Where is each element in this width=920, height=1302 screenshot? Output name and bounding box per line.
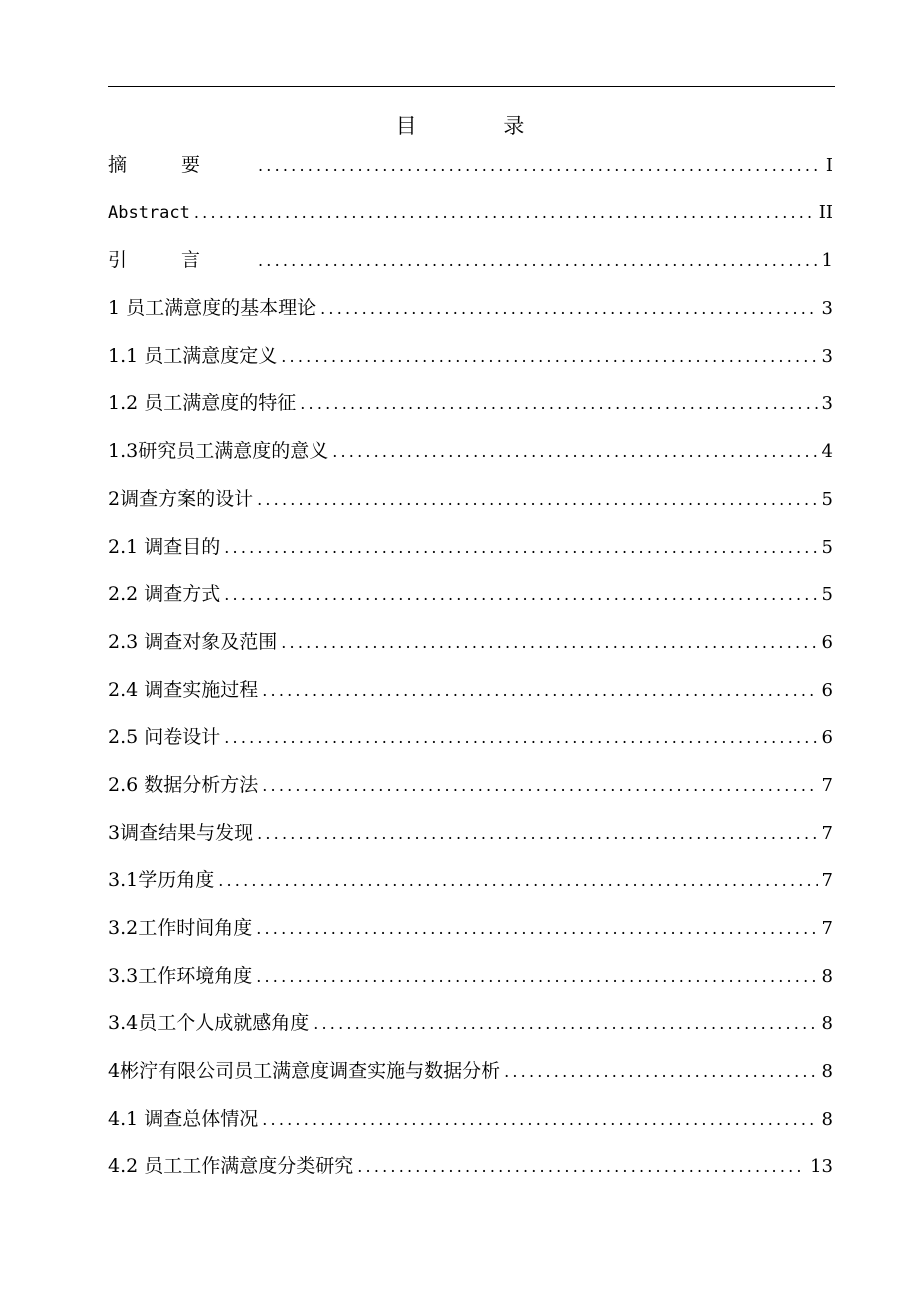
toc-entry-label: Abstract bbox=[108, 202, 190, 223]
toc-entry-page: 8 bbox=[821, 1013, 833, 1035]
toc-entry-label: 引言 bbox=[108, 249, 255, 272]
toc-entry-abstract-en[interactable] bbox=[108, 198, 833, 246]
toc-entry-page: 7 bbox=[821, 870, 833, 892]
toc-entry-page: 5 bbox=[821, 584, 833, 606]
dot-leader bbox=[257, 819, 817, 849]
dot-leader bbox=[256, 914, 817, 944]
toc-entry-section-2-5[interactable] bbox=[108, 722, 833, 770]
toc-entry-label: 3.3工作环境角度 bbox=[108, 964, 253, 987]
toc-entry-section-2-6[interactable] bbox=[108, 770, 833, 818]
toc-entry-section-1-1[interactable] bbox=[108, 341, 833, 389]
toc-entry-page: 6 bbox=[821, 631, 833, 653]
dot-leader bbox=[332, 437, 817, 467]
toc-entry-abstract-cn[interactable] bbox=[108, 150, 833, 198]
toc-title: 目 录 bbox=[395, 114, 565, 138]
toc-entry-page: 3 bbox=[821, 393, 833, 415]
toc-entry-introduction[interactable] bbox=[108, 245, 833, 293]
toc-entry-label: 3.4员工个人成就感角度 bbox=[108, 1012, 310, 1035]
toc-entry-label: 3.2工作时间角度 bbox=[108, 917, 253, 939]
dot-leader bbox=[224, 533, 817, 563]
toc-entry-label: 3调查结果与发现 bbox=[108, 821, 254, 844]
dot-leader bbox=[256, 962, 817, 992]
toc-entry-section-4-1[interactable] bbox=[108, 1104, 833, 1152]
table-of-contents bbox=[108, 150, 833, 1199]
toc-entry-section-2-2[interactable] bbox=[108, 579, 833, 627]
toc-entry-label: 3.1学历角度 bbox=[108, 869, 215, 892]
dot-leader bbox=[258, 246, 818, 276]
toc-entry-chapter-2[interactable] bbox=[108, 484, 833, 532]
toc-entry-label: 2.6 数据分析方法 bbox=[108, 773, 259, 796]
toc-entry-label: 2.1 调查目的 bbox=[108, 535, 221, 558]
toc-entry-section-3-4[interactable] bbox=[108, 1008, 833, 1056]
dot-leader bbox=[224, 580, 817, 610]
toc-entry-page: 8 bbox=[821, 1061, 833, 1083]
toc-entry-label: 2.4 调查实施过程 bbox=[108, 678, 259, 701]
toc-entry-page: 3 bbox=[821, 298, 833, 320]
dot-leader bbox=[320, 294, 817, 324]
dot-leader bbox=[257, 485, 817, 515]
dot-leader bbox=[194, 198, 815, 228]
toc-entry-section-2-1[interactable] bbox=[108, 532, 833, 580]
toc-entry-section-1-2[interactable] bbox=[108, 388, 833, 436]
toc-entry-page: 6 bbox=[821, 727, 833, 749]
toc-entry-label: 1.3研究员工满意度的意义 bbox=[108, 440, 329, 463]
toc-entry-page: 7 bbox=[821, 918, 833, 939]
dot-leader bbox=[357, 1152, 806, 1182]
toc-entry-section-2-3[interactable] bbox=[108, 627, 833, 675]
toc-entry-label: 1.2 员工满意度的特征 bbox=[108, 392, 297, 415]
toc-entry-section-3-3[interactable] bbox=[108, 961, 833, 1009]
dot-leader bbox=[281, 628, 817, 658]
toc-entry-page: 8 bbox=[821, 1108, 833, 1130]
toc-entry-label: 2.3 调查对象及范围 bbox=[108, 630, 278, 653]
toc-entry-chapter-1[interactable] bbox=[108, 293, 833, 341]
toc-entry-page: 5 bbox=[821, 536, 833, 558]
toc-entry-label: 2.2 调查方式 bbox=[108, 583, 221, 606]
dot-leader bbox=[262, 1105, 817, 1135]
dot-leader bbox=[224, 723, 817, 753]
toc-entry-label: 2调查方案的设计 bbox=[108, 487, 254, 510]
toc-entry-label: 4彬泞有限公司员工满意度调查实施与数据分析 bbox=[108, 1060, 501, 1083]
header-rule bbox=[108, 86, 835, 87]
toc-entry-section-3-2[interactable] bbox=[108, 913, 833, 961]
toc-entry-page: II bbox=[818, 201, 833, 223]
toc-entry-chapter-3[interactable] bbox=[108, 818, 833, 866]
dot-leader bbox=[262, 676, 817, 706]
toc-entry-chapter-4[interactable] bbox=[108, 1056, 833, 1104]
toc-entry-label: 4.2 员工工作满意度分类研究 bbox=[108, 1155, 354, 1178]
toc-entry-label: 2.5 问卷设计 bbox=[108, 726, 221, 749]
toc-entry-page: 5 bbox=[821, 488, 833, 510]
dot-leader bbox=[300, 389, 817, 419]
toc-entry-page: 6 bbox=[821, 679, 833, 701]
dot-leader bbox=[504, 1057, 817, 1087]
toc-entry-section-4-2[interactable] bbox=[108, 1151, 833, 1199]
toc-entry-section-2-4[interactable] bbox=[108, 675, 833, 723]
toc-entry-section-1-3[interactable] bbox=[108, 436, 833, 484]
toc-entry-label: 1 员工满意度的基本理论 bbox=[108, 297, 317, 320]
toc-entry-page: 8 bbox=[821, 965, 833, 987]
dot-leader bbox=[258, 151, 822, 181]
toc-entry-page: I bbox=[825, 155, 833, 176]
toc-entry-page: 3 bbox=[821, 345, 833, 367]
toc-entry-label: 1.1 员工满意度定义 bbox=[108, 344, 278, 367]
toc-entry-page: 13 bbox=[810, 1156, 833, 1178]
toc-entry-page: 4 bbox=[821, 441, 833, 463]
toc-entry-page: 7 bbox=[821, 822, 833, 844]
dot-leader bbox=[218, 866, 817, 896]
toc-entry-page: 1 bbox=[821, 250, 833, 272]
toc-entry-section-3-1[interactable] bbox=[108, 865, 833, 913]
dot-leader bbox=[281, 342, 817, 372]
dot-leader bbox=[262, 771, 817, 801]
dot-leader bbox=[313, 1009, 817, 1039]
toc-entry-label: 4.1 调查总体情况 bbox=[108, 1107, 259, 1130]
toc-entry-label: 摘要 bbox=[108, 154, 255, 176]
toc-entry-page: 7 bbox=[821, 774, 833, 796]
